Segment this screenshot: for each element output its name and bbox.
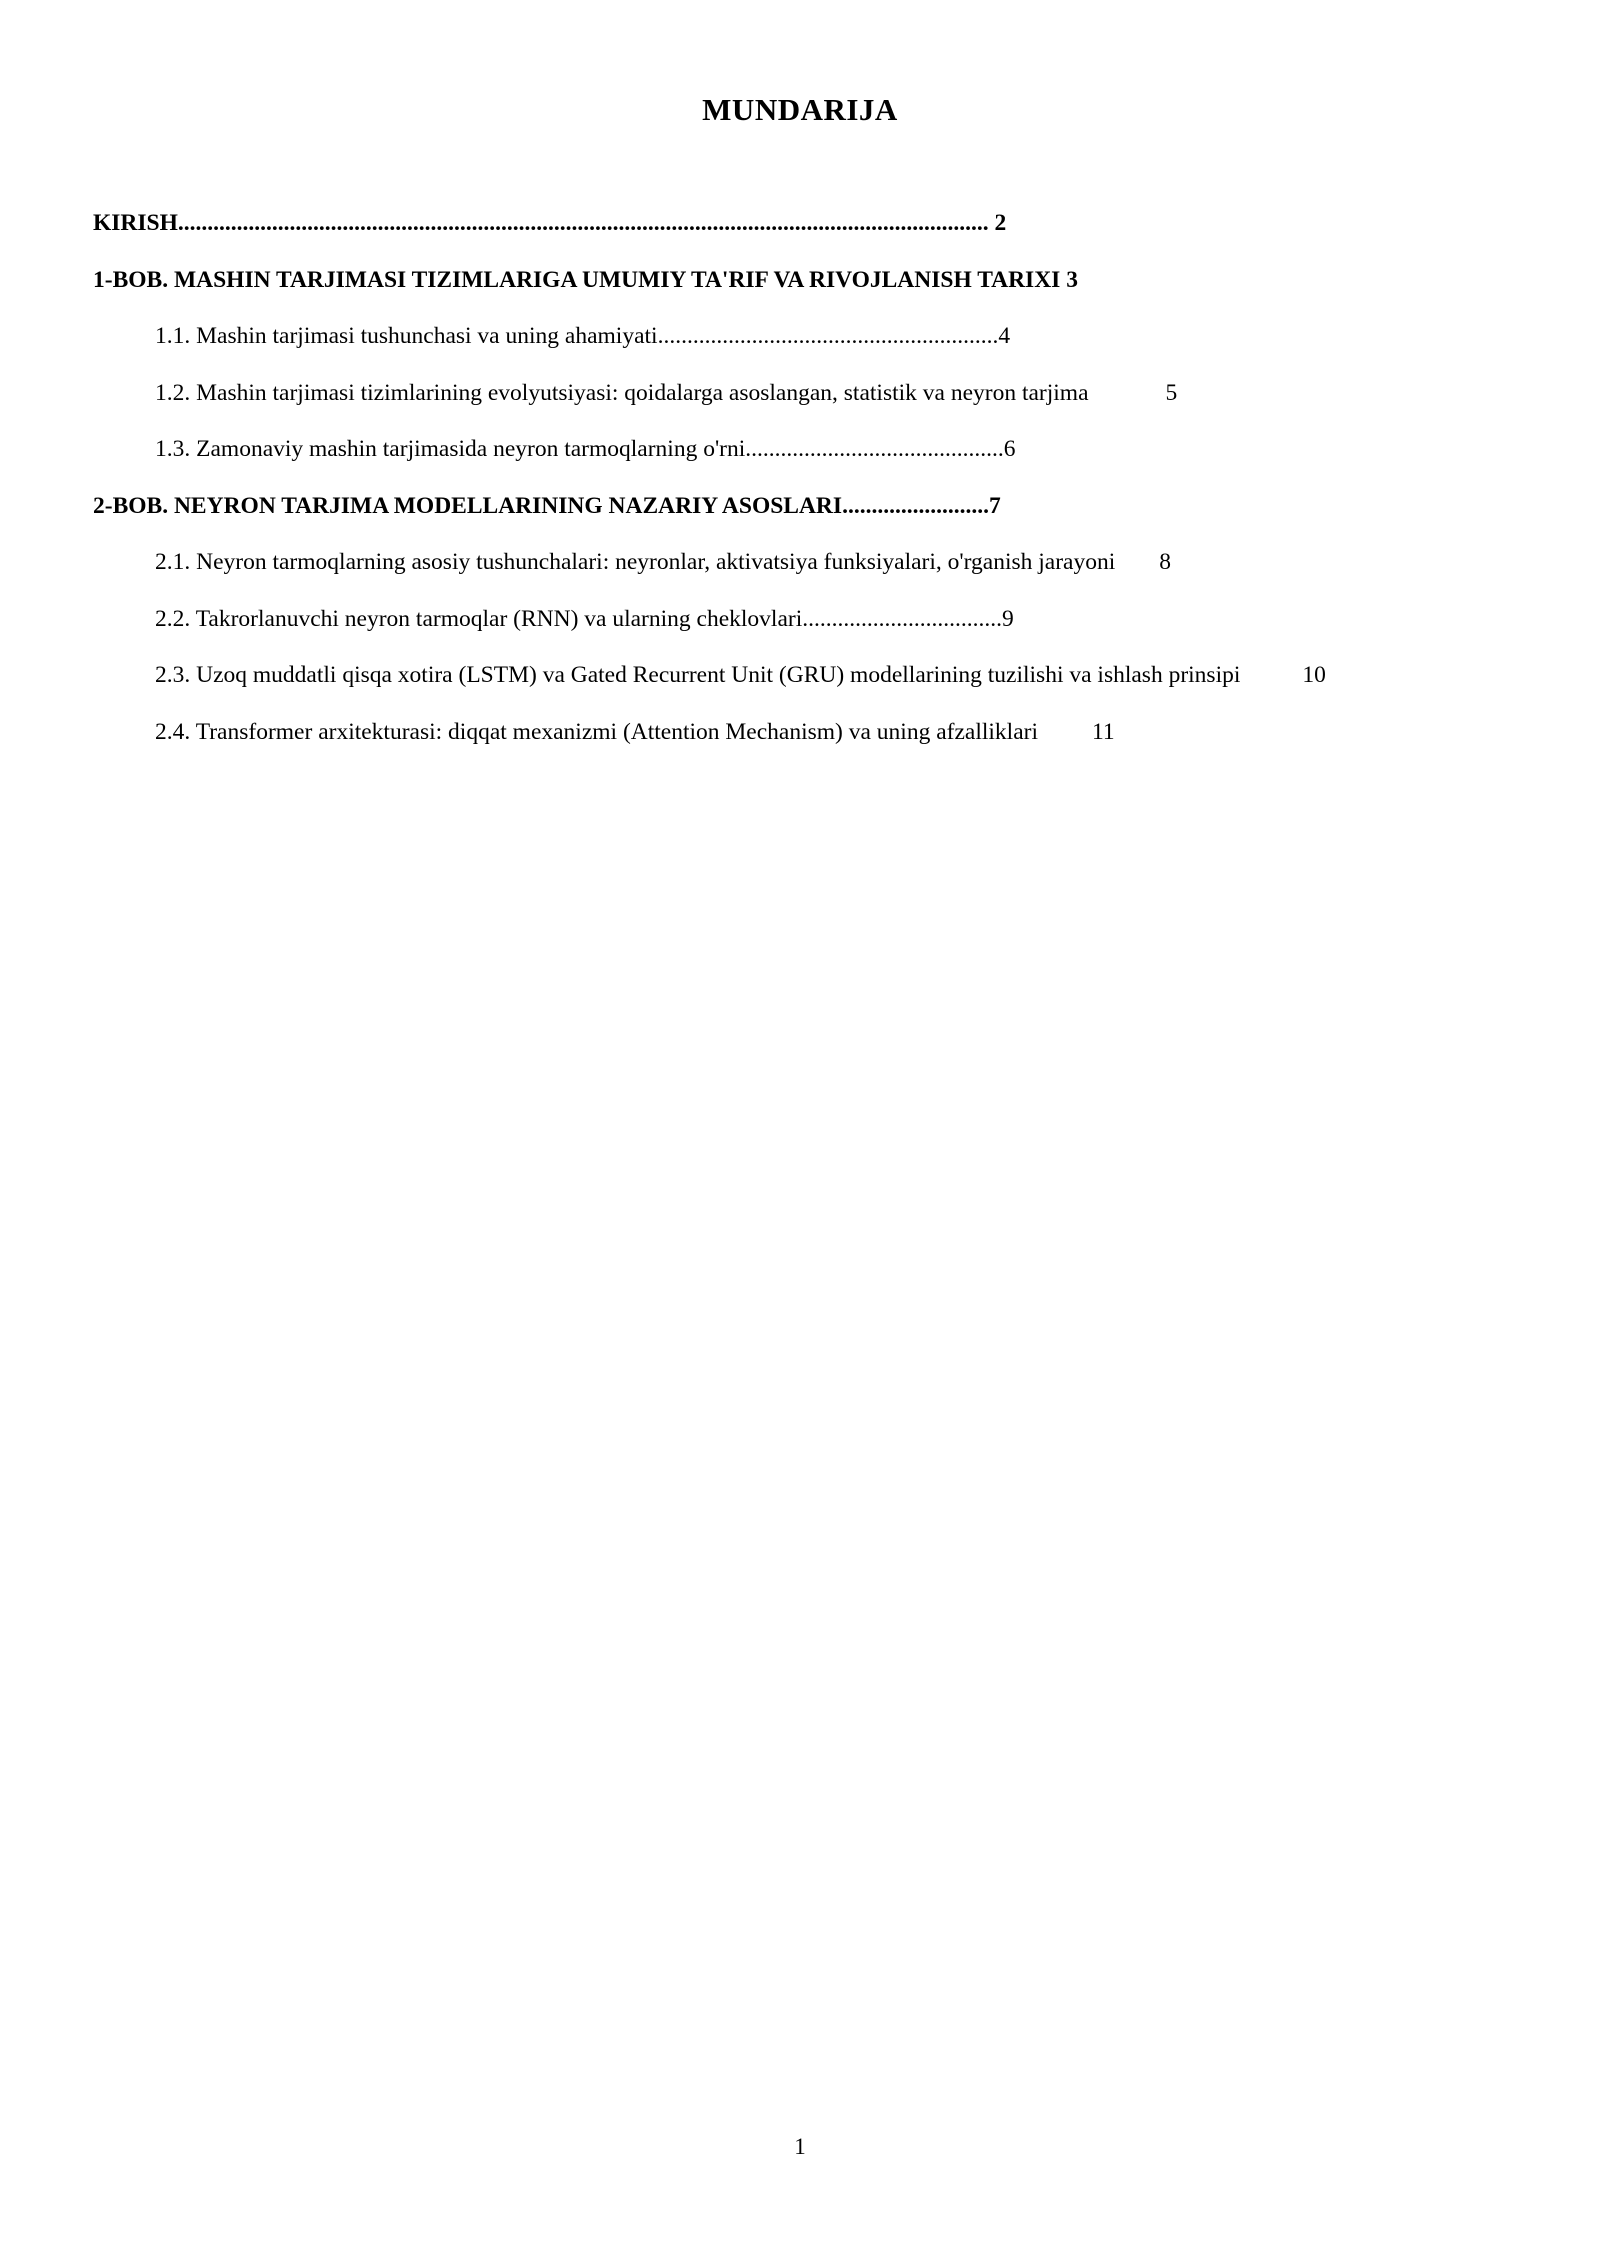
toc-entry-text: 2.2. Takrorlanuvchi neyron tarmoqlar (RNN) va ularning cheklovlari: [155, 605, 803, 632]
toc-entry-1-2[interactable]: [93, 380, 1543, 437]
toc-leader: ..........................................................................................................................................: [177, 210, 989, 236]
toc-entry-2-1[interactable]: [93, 549, 1543, 606]
toc-entry-2-4[interactable]: [93, 719, 1543, 776]
toc-entry-text: 1.3. Zamonaviy mashin tarjimasida neyron tarmoqlarning o'rni: [155, 436, 746, 462]
toc-page-number: 2: [994, 210, 1007, 236]
toc-leader: ............................................: [745, 436, 1004, 462]
toc-entry-text: 2.4. Transformer arxitekturasi: diqqat mexanizmi (Attention Mechanism) va uning afzalliklari: [155, 718, 1038, 745]
toc-entry-2-3[interactable]: [93, 662, 1543, 719]
toc-entry-1-3[interactable]: [93, 436, 1543, 493]
toc-page-number: 11: [1091, 718, 1115, 745]
toc-entry-text: 2.1. Neyron tarmoqlarning asosiy tushunchalari: neyronlar, aktivatsiya funksiyalari, o'rganish jarayoni: [155, 549, 1116, 575]
toc-entry-text: 1.2. Mashin tarjimasi tizimlarining evolyutsiyasi: qoidalarga asoslangan, statistik va neyron tarjima: [155, 379, 1089, 406]
table-of-contents: [93, 210, 1543, 775]
toc-entry-text: 1.1. Mashin tarjimasi tushunchasi va uning ahamiyati: [155, 323, 658, 349]
toc-entry-chapter-2[interactable]: [93, 493, 1543, 550]
toc-leader: .........................: [842, 492, 989, 519]
toc-entry-2-2[interactable]: [93, 606, 1543, 663]
toc-page-number: 7: [988, 492, 1001, 519]
page-title: MUNDARIJA: [702, 92, 898, 127]
toc-entry-1-1[interactable]: [93, 323, 1543, 380]
toc-page-number: 4: [998, 323, 1011, 349]
toc-entry-text: 1-BOB. MASHIN TARJIMASI TIZIMLARIGA UMUMIY TA'RIF VA RIVOJLANISH TARIXI: [93, 266, 1061, 293]
toc-entry-kirish[interactable]: [93, 210, 1543, 267]
toc-page-number: 8: [1159, 549, 1171, 575]
toc-page-number: 9: [1002, 605, 1014, 632]
toc-leader: ..........................................................: [657, 323, 999, 349]
toc-entry-text: 2-BOB. NEYRON TARJIMA MODELLARINING NAZARIY ASOSLARI: [93, 492, 843, 519]
toc-page-number: 3: [1066, 266, 1078, 293]
toc-entry-chapter-1[interactable]: [93, 267, 1543, 324]
toc-entry-text: KIRISH: [93, 210, 178, 236]
toc-page-number: 10: [1302, 662, 1326, 688]
footer-page-number: 1: [794, 2134, 806, 2159]
toc-page-number: 5: [1165, 379, 1178, 406]
toc-page-number: 6: [1003, 436, 1016, 462]
toc-entry-text: 2.3. Uzoq muddatli qisqa xotira (LSTM) va Gated Recurrent Unit (GRU) modellarining tuzilishi va ishlash prinsipi: [155, 662, 1241, 688]
toc-leader: ..................................: [802, 605, 1002, 632]
